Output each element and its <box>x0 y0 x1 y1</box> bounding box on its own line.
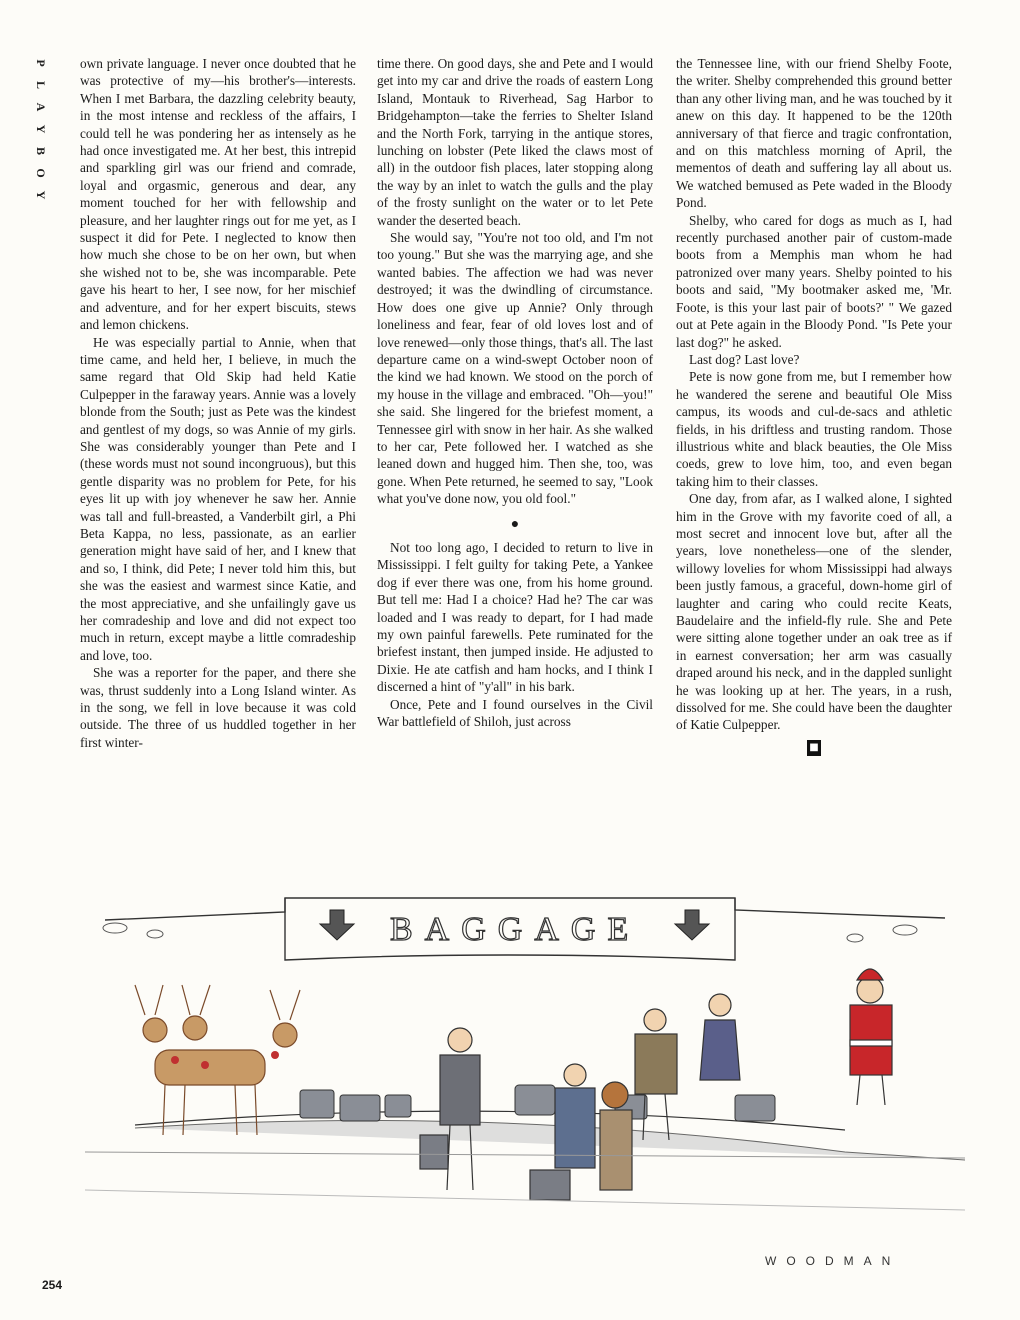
paragraph: One day, from afar, as I walked alone, I sighted him in the Grove with my favorite coed of all, a most secret and innocent love but, after all the years, love nonetheless—one of the slender, willowy lovelies for whom Mississippi had always been justly famous, a graceful, down-home girl of laughter and caring who could recite Keats, Baudelaire and the infield-fly rule. She and Pete were sitting alone together under an oak tree as if in earnest conversation; her arm was casually draped around his neck, and in the dappled sunlight he was looking up at her. The years, in a rush, dissolved for me. She could have been the daughter of Katie Culpepper. <box>676 491 952 733</box>
masthead-letter: A <box>34 102 48 112</box>
section-break-dot: ● <box>510 516 520 532</box>
paragraph: Last dog? Last love? <box>689 351 800 367</box>
paragraph: own private language. I never once doubted that he was protective of my—his brother's—interests. When I met Barbara, the dazzling celebrity beauty, in the most intense and reckless of the affairs, I could tell he was pondering her as intensely as he had once investigated me. At her best, this intrepid and sparkling girl was our friend and comrade, loyal and orgasmic, generous and dear, any moment touched for her with fellowship and pleasure, and her laughter rings out for me yet, as I suspect it did for Pete. I neglected to know then how much she chose to be on her own, but when she wished not to be, she was incomparable. Pete gave his heart to her, I see now, for her mischief and adventure, and for her expert biscuits, stews and lemon chickens. <box>80 56 356 333</box>
santa <box>850 969 892 1105</box>
masthead-letter: O <box>34 168 48 178</box>
paragraph: Not too long ago, I decided to return to live in Mississippi. I felt guilty for taking Pete, a Yankee dog if ever there was one, from his home ground. But tell me: Had I a choice? Had he? The car was loaded and I was ready to depart, for I had made my own painful farewells. Pete ruminated for the briefest instant, then jumped inside. He adjusted to Dixie. He ate catfish and ham hocks, and I think I discerned a hint of "y'all" in his bark. <box>377 539 653 695</box>
paragraph: Once, Pete and I found ourselves in the Civil War battlefield of Shiloh, just across <box>377 696 653 730</box>
floor-line <box>85 1190 965 1210</box>
masthead <box>30 52 52 206</box>
cartoon-illustration <box>85 890 965 1290</box>
down-arrow-icon <box>320 910 354 940</box>
traveler <box>700 994 740 1080</box>
paragraph: Shelby, who cared for dogs as much as I, had recently purchased another pair of custom-made boots from a Memphis man whom he had patronized over many years. Shelby pointed to his boots and said, "My bootmaker asked me, 'Mr. Foote, is this your last pair of boots?' " We gazed out at Pete again in the Bloody Pond. "Is Pete your last dog?" he asked. <box>676 212 952 350</box>
masthead-letter: P <box>34 59 48 67</box>
down-arrow-icon <box>675 910 709 940</box>
article-body <box>80 55 952 845</box>
column-2 <box>377 55 653 730</box>
suitcases <box>300 1085 775 1121</box>
paragraph: Pete is now gone from me, but I remember how he wandered the serene and beautiful Ole Miss campus, its woods and cul-de-sacs and athletic fields, in his driftless and trusting random. Those illustrious white and black beauties, the Ole Miss coeds, grew to love him, too, and even began taking him to their classes. <box>676 369 952 489</box>
end-mark-icon: ■ <box>807 740 821 756</box>
paragraph: the Tennessee line, with our friend Shelby Foote, the writer. Shelby comprehended this ground better than any other living man, and he was touched by it anew on this day. It happened to be the 120th anniversary of that fierce and tragic confrontation, and on this matchless morning of April, the mementos of death and suffering lay all about us. We watched bemused as Pete waded in the Bloody Pond. <box>676 56 952 211</box>
masthead-letter: B <box>34 146 48 155</box>
masthead-letter: Y <box>34 190 48 200</box>
traveler <box>420 1028 480 1190</box>
baggage-sign: BAGGAGE <box>390 911 641 948</box>
artist-signature: WOODMAN <box>765 1254 901 1268</box>
paragraph: She would say, "You're not too old, and I'm not too young." But she was the marrying age, and she wanted babies. The affection we had was never destroyed; it was the dwindling of circumstance. How does one give up Annie? Only through loneliness and fear, fear of old loves lost and of love renewed—only those things, that's all. The last departure came on a wind-swept October noon of the kind we had known. We stood on the porch of my house in the village and embraced. "Oh—you!" she said. She lingered for the briefest moment, a Tennessee girl with snow in her hair. As she walked to her car, Pete followed her. I watched as she leaned down and hugged him. Then she, too, was gone. When Pete returned, he seemed to say, "Look what you've done now, you old fool." <box>377 230 653 507</box>
masthead-letter: Y <box>34 124 48 134</box>
page-number: 254 <box>42 1278 63 1292</box>
paragraph: She was a reporter for the paper, and there she was, thrust suddenly into a Long Island winter. As in the song, we fell in love because it was cold outside. The three of us huddled together in her first winter- <box>80 665 356 750</box>
paragraph: time there. On good days, she and Pete and I would get into my car and drive the roads of eastern Long Island, Montauk to Riverhead, Sag Harbor to Bridgehampton—take the ferries to Shelter Island and the North Fork, tarrying in the antique stores, lunching on lobster (Pete liked the claws most of all) in the outdoor fish places, later stopping along the way by an inlet to watch the gulls and the play of the frosty sunlight on the water or to let Pete wander the deserted beach. <box>377 56 653 228</box>
traveler <box>635 1009 677 1140</box>
column-3 <box>676 55 952 756</box>
masthead-letter: L <box>34 80 48 89</box>
column-1 <box>80 55 356 751</box>
reindeer <box>135 985 300 1135</box>
paragraph: He was especially partial to Annie, when that time came, and held her, I believe, in much the same regard that Old Skip had held Katie Culpepper in the faraway years. Annie was a lovely blonde from the South; just as Pete was the kindest and gentlest of my dogs, so was Annie of my girls. She was considerably younger than Pete and I (these words must not sound incongruous), but this gentle disparity was no problem for Pete, for his eyes lit up with joy whenever he saw her. Annie was tall and full-breasted, a Vanderbilt girl, a Phi Beta Kappa, no less, passionate, as an earlier generation might have said of her, and I knew that and so, I think, did Pete; I never told him this, but she was the easiest and warmest since Katie, and the most appreciative, and she unfailingly gave us her comradeship and love and did not expect too much in return, except maybe a little comradeship and love, too. <box>80 334 356 663</box>
